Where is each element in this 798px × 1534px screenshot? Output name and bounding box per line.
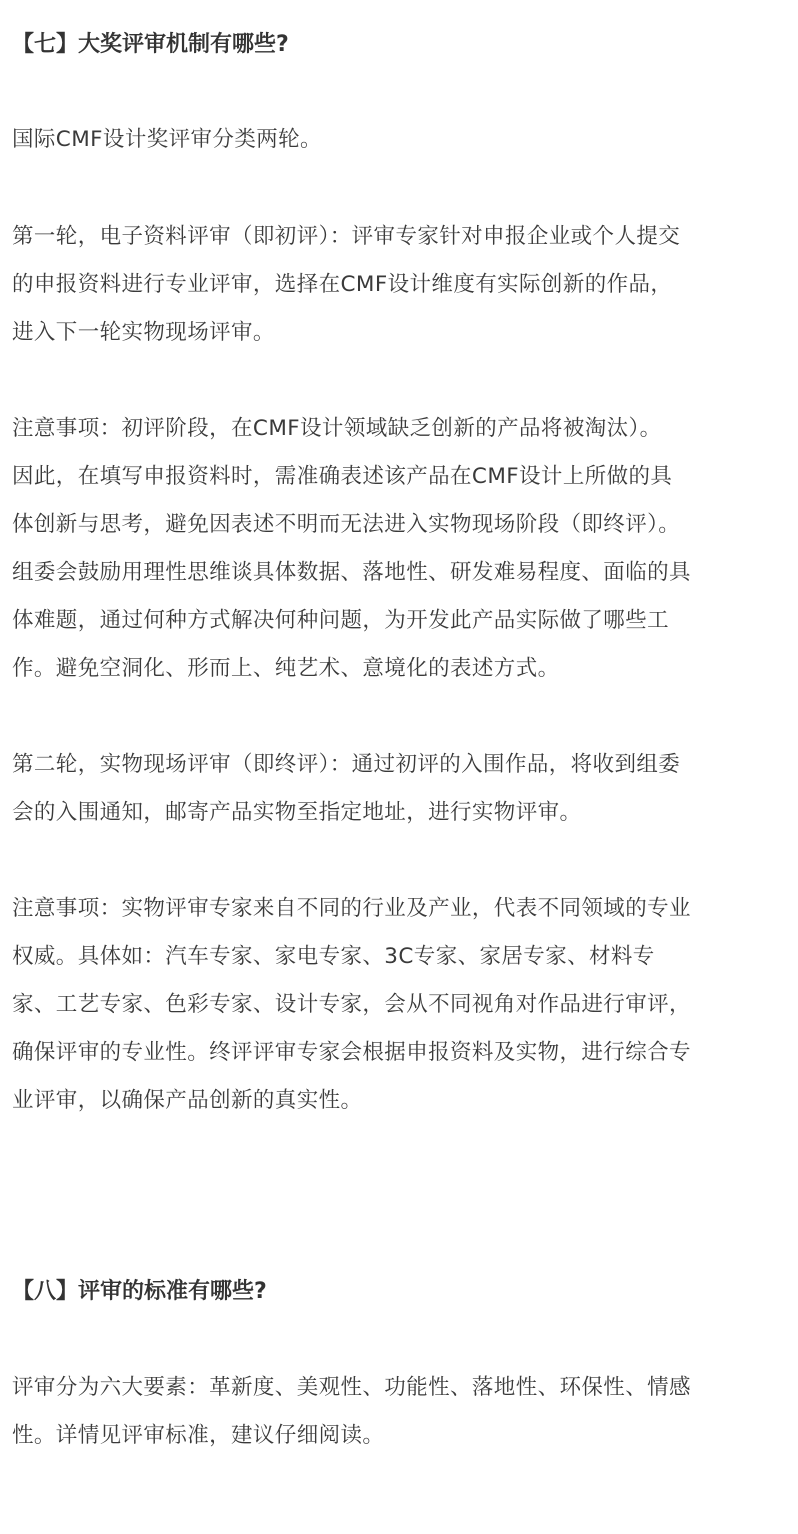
round-1-paragraph [12,213,788,357]
text-line: 体创新与思考，避免因表述不明而无法进入实物现场阶段（即终评）。 [12,512,681,537]
text-line: 体难题，通过何种方式解决何种问题，为开发此产品实际做了哪些工 [12,608,670,633]
text-line: 注意事项：实物评审专家来自不同的行业及产业，代表不同领域的专业 [12,896,691,921]
section-7-heading: 【七】大奖评审机制有哪些? [12,32,289,57]
round-1-note-paragraph [12,405,788,693]
text-line: 权威。具体如：汽车专家、家电专家、3C专家、家居专家、材料专 [12,944,655,969]
text-line: 因此，在填写申报资料时，需准确表述该产品在CMF设计上所做的具 [12,464,673,489]
section-7-intro [12,116,788,164]
text-line: 家、工艺专家、色彩专家、设计专家，会从不同视角对作品进行审评， [12,992,691,1017]
text-line: 注意事项：初评阶段，在CMF设计领域缺乏创新的产品将被淘汰）。 [12,416,662,441]
text-line: 的申报资料进行专业评审，选择在CMF设计维度有实际创新的作品， [12,272,673,297]
text-line: 确保评审的专业性。终评评审专家会根据申报资料及实物，进行综合专 [12,1040,691,1065]
round-2-paragraph [12,741,788,837]
text-line: 性。详情见评审标准，建议仔细阅读。 [12,1423,385,1448]
text-line: 评审分为六大要素：革新度、美观性、功能性、落地性、环保性、情感 [12,1375,691,1400]
text-line: 会的入围通知，邮寄产品实物至指定地址，进行实物评审。 [12,800,582,825]
text-line: 进入下一轮实物现场评审。 [12,320,275,345]
text-line: 第一轮，电子资料评审（即初评）：评审专家针对申报企业或个人提交 [12,224,681,249]
section-8-heading: 【八】评审的标准有哪些? [12,1279,267,1304]
text-line: 第二轮，实物现场评审（即终评）：通过初评的入围作品，将收到组委 [12,752,681,777]
text-line: 作。避免空洞化、形而上、纯艺术、意境化的表述方式。 [12,656,560,681]
text-line: 国际CMF设计奖评审分类两轮。 [12,127,322,152]
text-line: 组委会鼓励用理性思维谈具体数据、落地性、研发难易程度、面临的具 [12,560,691,585]
criteria-paragraph [12,1364,788,1460]
text-line: 业评审，以确保产品创新的真实性。 [12,1088,363,1113]
round-2-note-paragraph [12,885,788,1125]
